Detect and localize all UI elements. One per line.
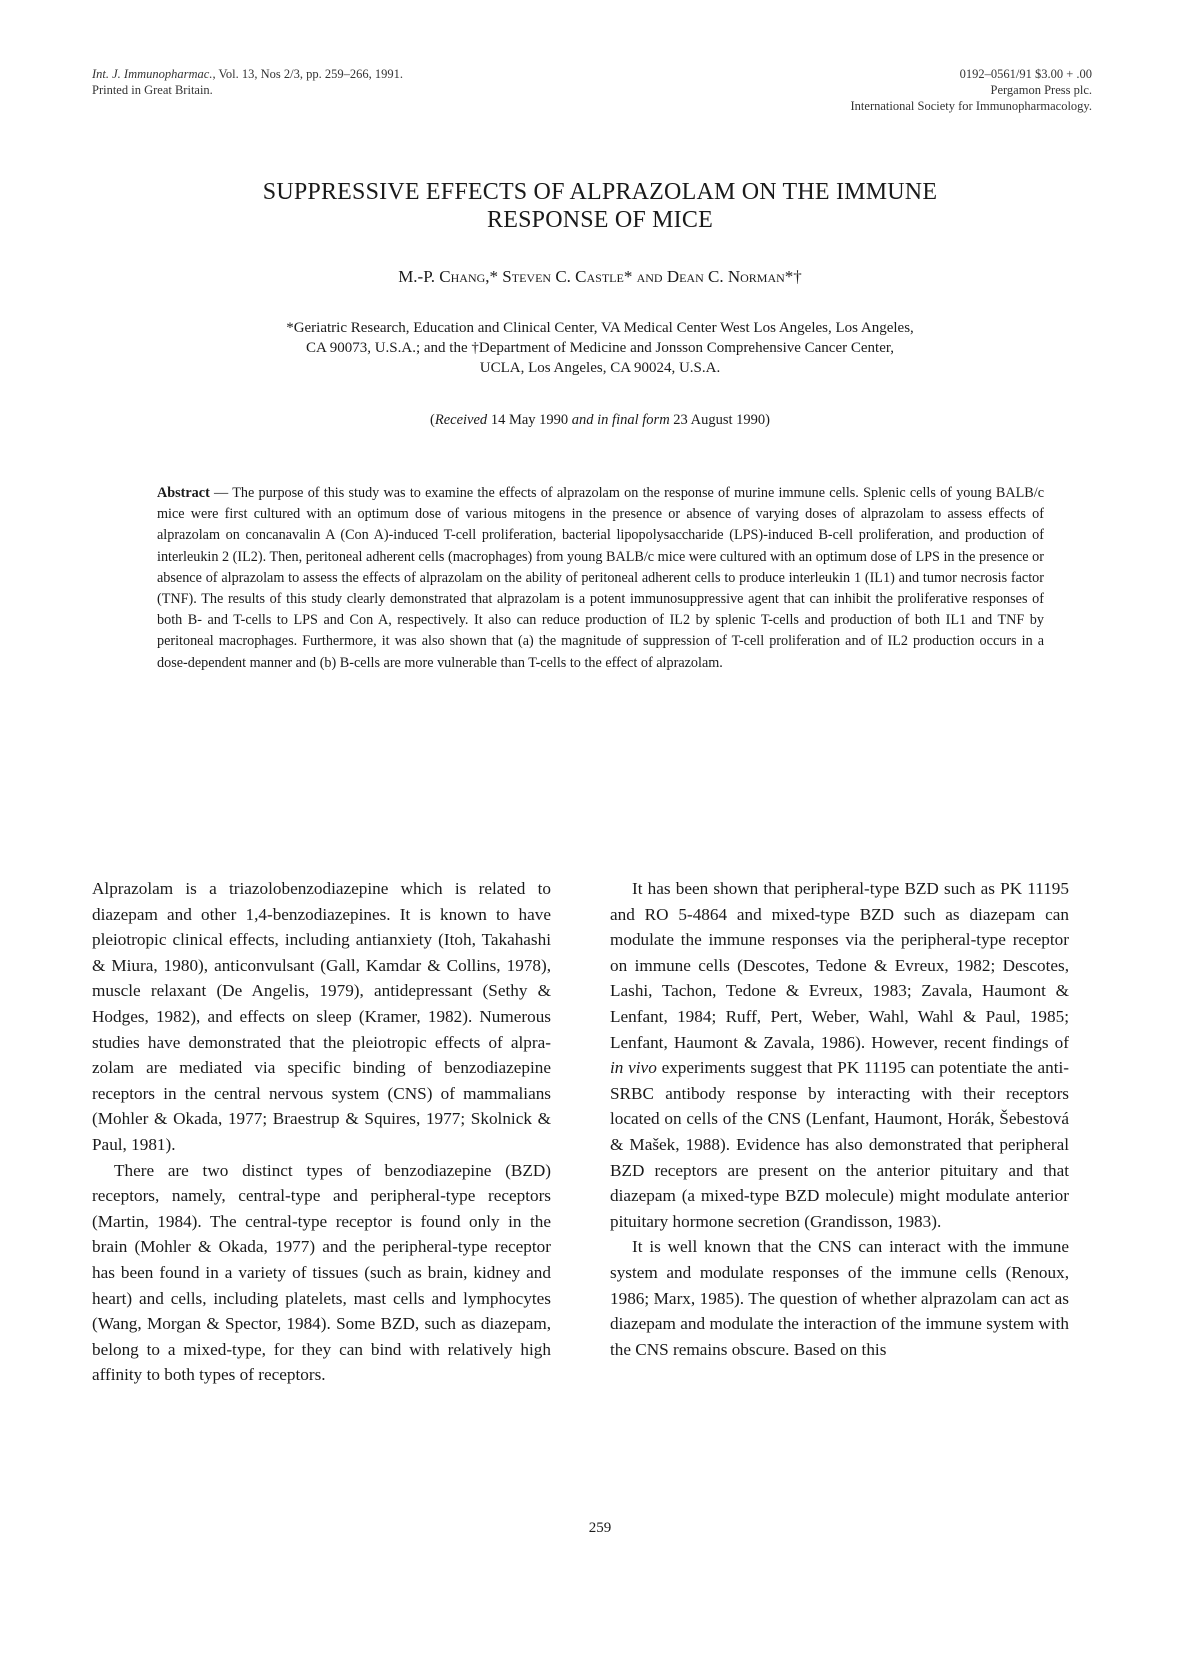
journal-name: Int. J. Immunopharmac., <box>92 67 216 81</box>
body-paragraph: Alprazolam is a triazolobenzodiazepine which is related to diazepam and other 1,4-benzodiazepines. It is known to have pleiotropic clinical effects, including antianxiety (Itoh, Takahashi & Miura, 1980), anticonvulsant (Gall, Kamdar & Collins, 1978), muscle relaxant (De Angelis, 1979), antidepressant (Sethy & Hodges, 1982), and effects on sleep (Kramer, 1982). Numerous studies have demonstrated that the pleiotropic effects of alprazolam are mediated via specific binding of benzodiazepine receptors in the central nervous system (CNS) of mammalians (Mohler & Okada, 1977; Braestrup & Squires, 1977; Skolnick & Paul, 1981). <box>92 879 551 1154</box>
affiliations <box>130 318 1070 378</box>
affiliation-line2: CA 90073, U.S.A.; and the †Department of Medicine and Jonsson Comprehensive Cancer Center, <box>305 340 895 356</box>
abstract-text: — The purpose of this study was to examine the effects of alprazolam on the response of murine immune cells. Splenic cells of young BALB/c mice were first cultured with an optimum dose of various mitogens in the presence or absence of varying doses of alprazolam to assess effects of alprazolam on concanavalin A (Con A)-induced T-cell proliferation, bacterial lipopolysaccharide (LPS)-induced B-cell proliferation, and production of interleukin 2 (IL2). Then, peritoneal adherent cells (macrophages) from young BALB/c mice were cultured with an optimum dose of LPS in the presence or absence of alprazolam to assess the effects of alprazolam on the ability of peritoneal adherent cells to produce interleukin 1 (IL1) and tumor necrosis factor (TNF). The results of this study clearly demonstrated that alprazolam is a potent immunosuppressive agent that can inhibit the proliferative responses of both B- and T-cells to LPS and Con A, respectively. It also can reduce production of IL2 by splenic T-cells and production of both IL1 and TNF by peritoneal macrophages. Furthermore, it was also shown that (a) the magnitude of suppression of T-cell proliferation and of IL2 production occurs in a dose-dependent manner and (b) B-cells are more vulnerable than T-cells to the effect of alprazolam. <box>157 485 1044 671</box>
received-dates: (Received 14 May 1990 and in final form 23 August 1990) <box>430 412 770 428</box>
author-list: M.-P. Chang,* Steven C. Castle* and Dean C. Norman*† <box>398 267 802 286</box>
final-form-date: 23 August 1990 <box>669 412 766 428</box>
abstract <box>157 483 1044 674</box>
journal-volume-pages: Vol. 13, Nos 2/3, pp. 259–266, 1991. <box>215 67 403 81</box>
publisher-name: Pergamon Press plc. <box>990 83 1092 97</box>
body-paragraph: There are two distinct types of benzodiazepine (BZD) receptors, namely, central-type and peripheral-type receptors (Martin, 1984). The central-type receptor is found only in the brain (Mohler & Okada, 1977) and the peripheral-type receptor has been found in a variety of tissues (such as brain, kidney and heart) and cells, including platelets, mast cells and lymphocytes (Wang, Morgan & Spector, 1984). Some BZD, such as diazepam, belong to a mixed-type, for they can bind with relatively high affinity to both types of receptors. <box>92 1160 551 1385</box>
issn-price: 0192–0561/91 $3.00 + .00 <box>959 67 1092 81</box>
body-column-left <box>92 876 551 1388</box>
received-label: Received <box>434 412 488 428</box>
body-paragraph: It is well known that the CNS can interact with the immune system and modulate responses of the immune cells (Renoux, 1986; Marx, 1985). The question of whether alprazolam can act as diazepam and modulate the interaction of the immune system with the CNS remains obscure. Based on this <box>610 1237 1069 1359</box>
final-form-label: and in final form <box>571 412 670 428</box>
received-date: 14 May 1990 <box>487 412 572 428</box>
journal-citation <box>92 66 403 98</box>
affiliation-line1: *Geriatric Research, Education and Clinical Center, VA Medical Center West Los Angeles, Los Angeles, <box>286 320 914 336</box>
body-column-right <box>610 876 1069 1362</box>
italic-term: in vivo <box>610 1058 657 1078</box>
paper-title-line1: SUPPRESSIVE EFFECTS OF ALPRAZOLAM ON THE IMMUNE <box>262 179 938 205</box>
journal-citation-line1 <box>92 66 403 82</box>
printed-in: Printed in Great Britain. <box>92 83 213 97</box>
paper-title-line2: RESPONSE OF MICE <box>487 207 713 233</box>
society-name: International Society for Immunopharmacology. <box>850 99 1092 113</box>
abstract-label: Abstract <box>157 485 210 501</box>
body-paragraph: It has been shown that peripheral-type BZD such as PK 11195 and RO 5-4864 and mixed-type BZD such as diazepam can modulate the immune responses via the peripheral-type receptor on immune cells (Descotes, Tedone & Evreux, 1982; Descotes, Lashi, Tachon, Tedone & Evreux, 1983; Zavala, Haumont & Lenfant, 1984; Ruff, Pert, Weber, Wahl, Wahl & Paul, 1985; Lenfant, Haumont & Zavala, 1986). However, recent findings of in vivo experiments suggest that PK 11195 can potentiate the anti-SRBC antibody response by interacting with their receptors located on cells of the CNS (Lenfant, Haumont, Horák, Šebestová & Mašek, 1988). Evidence has also demonstrated that peripheral BZD receptors are present on the anterior pituitary and that diazepam (a mixed-type BZD molecule) might modulate anterior pituitary hormone secretion (Grandisson, 1983). <box>610 879 1069 1231</box>
page-number: 259 <box>588 1520 612 1536</box>
paper-title <box>130 178 1070 234</box>
affiliation-line3: UCLA, Los Angeles, CA 90024, U.S.A. <box>479 360 721 376</box>
publisher-info <box>851 66 1092 114</box>
